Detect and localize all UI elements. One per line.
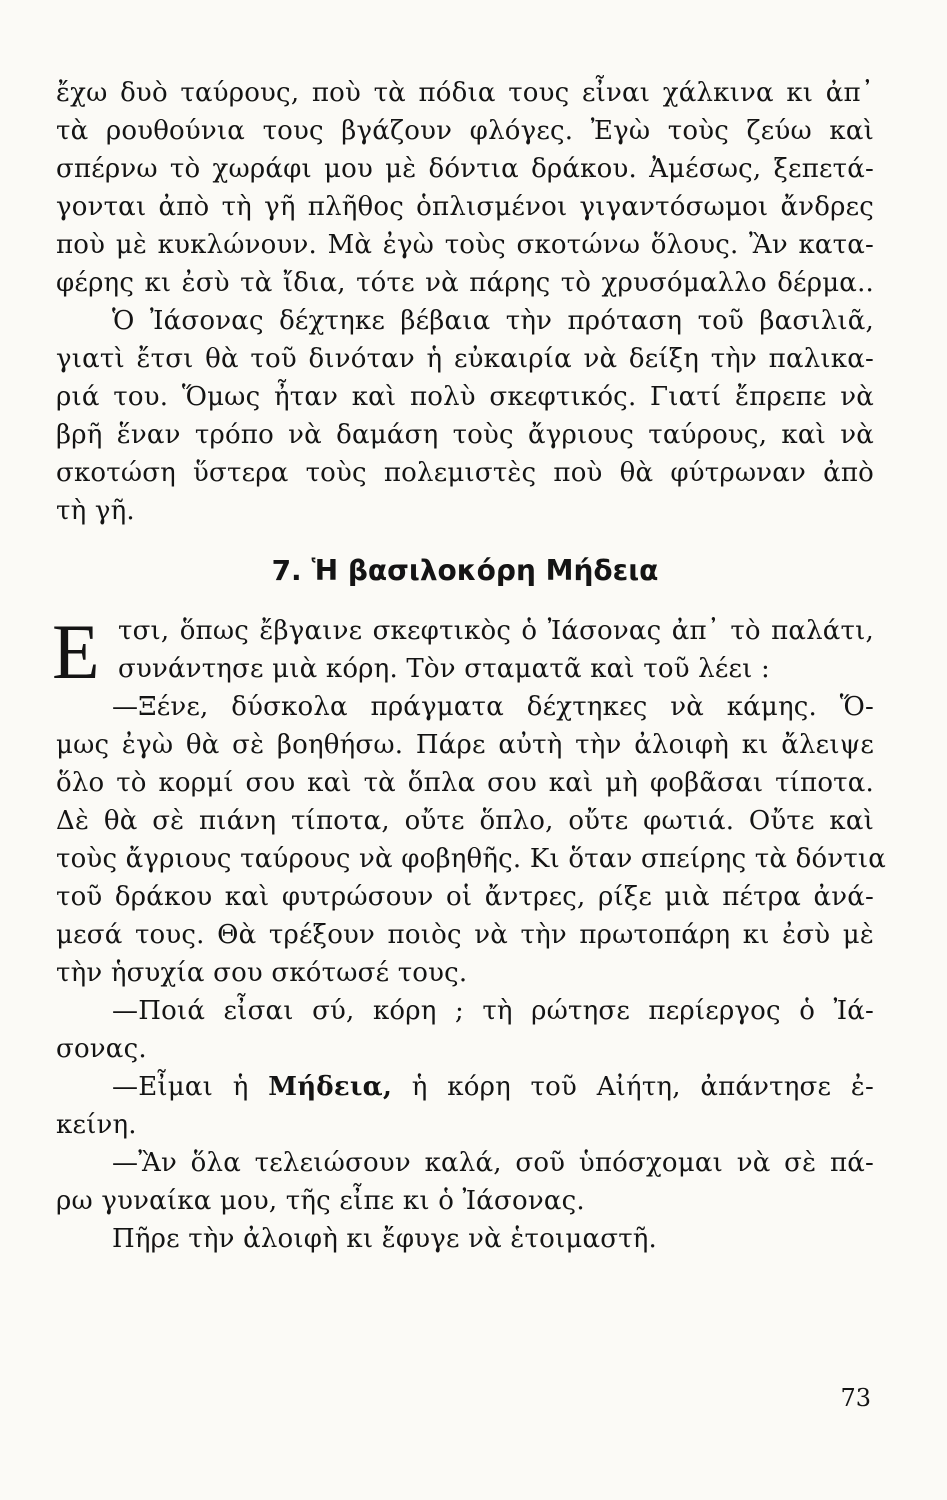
dropcap-paragraph [52, 608, 874, 695]
text-line-medea [56, 1068, 874, 1106]
text-line: τὰ ρουθούνια τους βγάζουν φλόγες. Ἐγὼ τοὺς ζεύω καὶ [56, 116, 874, 146]
text-line: φέρης κι ἐσὺ τὰ ἴδια, τότε νὰ πάρης τὸ χρυσόμαλλο δέρμα.. [56, 268, 874, 298]
text-line: βρῆ ἕναν τρόπο νὰ δαμάση τοὺς ἄγριους ταύρους, καὶ νὰ [56, 420, 874, 450]
text-line: τὴν ἡσυχία σου σκότωσέ τους. [56, 958, 468, 988]
page-text [52, 74, 887, 1258]
text-line: σκοτώση ὕστερα τοὺς πολεμιστὲς ποὺ θὰ φύτρωναν ἀπὸ [56, 458, 874, 488]
text-line: σονας. [56, 1034, 147, 1064]
text-line: ριά του. Ὅμως ἦταν καὶ πολὺ σκεφτικός. Γιατί ἔπρεπε νὰ [56, 382, 874, 412]
text-line: Δὲ θὰ σὲ πιάνη τίποτα, οὔτε ὅπλο, οὔτε φωτιά. Οὔτε καὶ [56, 806, 874, 836]
text-line: κείνη. [56, 1110, 137, 1140]
text-line: Πῆρε τὴν ἀλοιφὴ κι ἔφυγε νὰ ἑτοιμαστῆ. [112, 1224, 658, 1254]
text-line: συνάντησε μιὰ κόρη. Τὸν σταματᾶ καὶ τοῦ λέει : [118, 654, 771, 684]
text-line: σπέρνω τὸ χωράφι μου μὲ δόντια δράκου. Ἀμέσως, ξεπετά- [56, 154, 874, 184]
text-line: τὴ γῆ. [56, 496, 135, 526]
text-line: —Ξένε, δύσκολα πράγματα δέχτηκες νὰ κάμης. Ὅ- [112, 692, 874, 722]
text-line: ποὺ μὲ κυκλώνουν. Μὰ ἐγὼ τοὺς σκοτώνω ὅλους. Ἂν κατα- [56, 230, 874, 260]
text-line: τοῦ δράκου καὶ φυτρώσουν οἱ ἄντρες, ρίξε μιὰ πέτρα ἀνά- [56, 882, 874, 912]
text-line: τσι, ὅπως ἔβγαινε σκεφτικὸς ὁ Ἰάσονας ἀπ᾽ τὸ παλάτι, [118, 616, 874, 646]
text-line: Ὁ Ἰάσονας δέχτηκε βέβαια τὴν πρόταση τοῦ βασιλιᾶ, [112, 306, 874, 336]
text-line: μεσά τους. Θὰ τρέξουν ποιὸς νὰ τὴν πρωτοπάρη κι ἐσὺ μὲ [56, 920, 874, 950]
medea-name: Μήδεια, [268, 1072, 393, 1102]
chapter-heading: 7. Ἡ βασιλοκόρη Μήδεια [271, 554, 659, 587]
text-fragment: —Εἶμαι ἡ [112, 1072, 269, 1102]
text-line: γιατὶ ἔτσι θὰ τοῦ δινόταν ἡ εὐκαιρία νὰ δείξη τὴν παλικα- [56, 344, 874, 374]
text-line: μως ἐγὼ θὰ σὲ βοηθήσω. Πάρε αὐτὴ τὴν ἀλοιφὴ κι ἄλειψε [56, 730, 874, 760]
page-number: 73 [840, 1384, 871, 1412]
text-line: —Ποιά εἶσαι σύ, κόρη ; τὴ ρώτησε περίεργος ὁ Ἰά- [112, 996, 874, 1026]
text-line: ρω γυναίκα μου, τῆς εἶπε κι ὁ Ἰάσονας. [56, 1186, 585, 1216]
drop-cap: Ε [52, 608, 100, 695]
text-line: ὅλο τὸ κορμί σου καὶ τὰ ὅπλα σου καὶ μὴ φοβᾶσαι τίποτα. [56, 768, 874, 798]
text-line: γονται ἀπὸ τὴ γῆ πλῆθος ὁπλισμένοι γιγαντόσωμοι ἄνδρες [56, 192, 874, 222]
text-line: τοὺς ἄγριους ταύρους νὰ φοβηθῆς. Κι ὅταν σπείρης τὰ δόντια [56, 844, 887, 874]
text-fragment: ἡ κόρη τοῦ Αἰήτη, ἀπάντησε ἐ- [392, 1072, 874, 1102]
text-line: —Ἂν ὅλα τελειώσουν καλά, σοῦ ὑπόσχομαι νὰ σὲ πά- [112, 1148, 874, 1178]
text-line: ἔχω δυὸ ταύρους, ποὺ τὰ πόδια τους εἶναι χάλκινα κι ἀπ᾽ [56, 78, 874, 108]
